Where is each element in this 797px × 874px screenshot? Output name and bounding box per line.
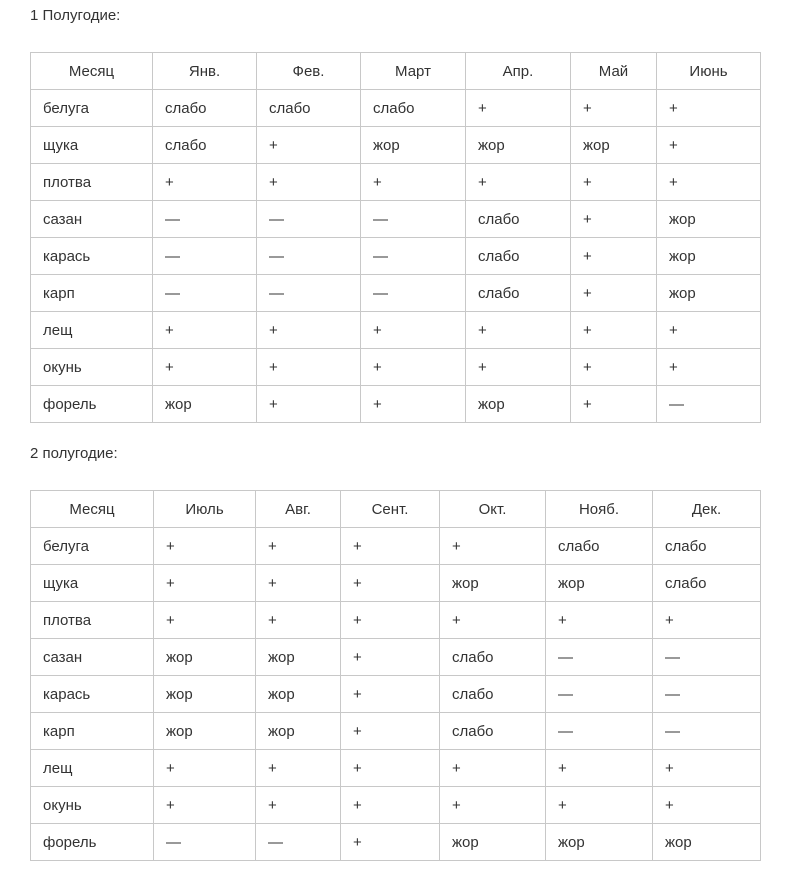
table-cell: жор (571, 127, 657, 164)
table-cell: слабо (653, 528, 761, 565)
table-cell: — (257, 275, 361, 312)
table-cell: жор (256, 713, 341, 750)
fish-name-cell: окунь (31, 349, 153, 386)
table-cell: + (361, 386, 466, 423)
column-header: Июнь (657, 53, 761, 90)
table-cell: + (361, 312, 466, 349)
table-cell: + (341, 676, 440, 713)
table-cell: + (546, 787, 653, 824)
table-cell: слабо (153, 127, 257, 164)
table-header-row (31, 53, 761, 90)
table-cell: + (657, 127, 761, 164)
table-cell: жор (153, 386, 257, 423)
column-header: Месяц (31, 491, 154, 528)
table-cell: + (256, 787, 341, 824)
table-cell: жор (657, 201, 761, 238)
column-header: Янв. (153, 53, 257, 90)
fish-name-cell: щука (31, 565, 154, 602)
table-cell: + (257, 164, 361, 201)
table-cell: + (341, 528, 440, 565)
table-cell: + (257, 349, 361, 386)
fish-name-cell: плотва (31, 164, 153, 201)
table-cell: + (466, 90, 571, 127)
table-cell: — (361, 201, 466, 238)
fish-name-cell: окунь (31, 787, 154, 824)
fish-name-cell: форель (31, 824, 154, 861)
table-row (31, 750, 761, 787)
half1-caption: 1 Полугодие: (30, 7, 121, 24)
table-cell: + (341, 824, 440, 861)
table-cell: + (256, 750, 341, 787)
table-cell: + (546, 602, 653, 639)
table-cell: + (361, 164, 466, 201)
table-cell: + (361, 349, 466, 386)
table-cell: жор (546, 824, 653, 861)
table-cell: — (257, 201, 361, 238)
table-row (31, 565, 761, 602)
table-cell: — (546, 713, 653, 750)
table-cell: жор (466, 386, 571, 423)
table-cell: жор (154, 676, 256, 713)
table-cell: + (341, 565, 440, 602)
column-header: Март (361, 53, 466, 90)
table-cell: + (154, 528, 256, 565)
table-row (31, 127, 761, 164)
table-row (31, 90, 761, 127)
table-cell: жор (466, 127, 571, 164)
fish-name-cell: карась (31, 676, 154, 713)
fish-name-cell: карась (31, 238, 153, 275)
table-cell: — (256, 824, 341, 861)
table-cell: — (361, 275, 466, 312)
table-cell: — (653, 676, 761, 713)
table-cell: слабо (440, 676, 546, 713)
table-cell: — (257, 238, 361, 275)
table-cell: + (153, 349, 257, 386)
fish-name-cell: карп (31, 275, 153, 312)
table-cell: слабо (440, 713, 546, 750)
table-cell: + (571, 386, 657, 423)
fish-name-cell: белуга (31, 90, 153, 127)
half2-table (30, 490, 761, 861)
fish-name-cell: сазан (31, 201, 153, 238)
table-cell: + (657, 164, 761, 201)
column-header: Июль (154, 491, 256, 528)
table-cell: жор (256, 676, 341, 713)
column-header: Нояб. (546, 491, 653, 528)
table-row (31, 201, 761, 238)
table-cell: + (154, 602, 256, 639)
table-row (31, 386, 761, 423)
table-row (31, 349, 761, 386)
table-row (31, 238, 761, 275)
table-cell: + (257, 312, 361, 349)
table-cell: + (657, 90, 761, 127)
table-cell: слабо (653, 565, 761, 602)
table-cell: жор (154, 713, 256, 750)
table-cell: жор (440, 565, 546, 602)
column-header: Месяц (31, 53, 153, 90)
table-cell: — (653, 713, 761, 750)
table-cell: слабо (361, 90, 466, 127)
column-header: Май (571, 53, 657, 90)
table-cell: + (256, 565, 341, 602)
table-cell: + (571, 275, 657, 312)
fish-name-cell: сазан (31, 639, 154, 676)
table-cell: + (440, 787, 546, 824)
table-cell: — (657, 386, 761, 423)
table-row (31, 312, 761, 349)
table-cell: + (466, 164, 571, 201)
table-row (31, 639, 761, 676)
table-cell: + (256, 602, 341, 639)
table-cell: + (571, 201, 657, 238)
table-cell: — (653, 639, 761, 676)
table-cell: слабо (153, 90, 257, 127)
half1-table (30, 52, 761, 423)
fish-name-cell: щука (31, 127, 153, 164)
table-cell: + (466, 312, 571, 349)
half2-caption: 2 полугодие: (30, 445, 118, 462)
table-cell: слабо (440, 639, 546, 676)
column-header: Окт. (440, 491, 546, 528)
table-cell: + (653, 602, 761, 639)
table-cell: жор (154, 639, 256, 676)
table-cell: — (154, 824, 256, 861)
fish-name-cell: форель (31, 386, 153, 423)
column-header: Авг. (256, 491, 341, 528)
table-row (31, 713, 761, 750)
table-cell: + (257, 386, 361, 423)
table-cell: + (571, 90, 657, 127)
table-cell: — (361, 238, 466, 275)
table-cell: жор (440, 824, 546, 861)
table-row (31, 164, 761, 201)
table-cell: жор (361, 127, 466, 164)
table-cell: + (571, 349, 657, 386)
table-row (31, 824, 761, 861)
table-header-row (31, 491, 761, 528)
table-cell: + (571, 238, 657, 275)
table-cell: + (153, 312, 257, 349)
fish-name-cell: плотва (31, 602, 154, 639)
table-cell: слабо (466, 238, 571, 275)
table-cell: + (257, 127, 361, 164)
column-header: Сент. (341, 491, 440, 528)
table-cell: + (341, 602, 440, 639)
table-cell: + (341, 750, 440, 787)
table-cell: + (653, 787, 761, 824)
fish-name-cell: лещ (31, 750, 154, 787)
table-row (31, 528, 761, 565)
table-cell: + (256, 528, 341, 565)
table-cell: — (153, 238, 257, 275)
column-header: Дек. (653, 491, 761, 528)
table-row (31, 602, 761, 639)
table-cell: жор (653, 824, 761, 861)
table-cell: — (546, 676, 653, 713)
table-cell: + (154, 750, 256, 787)
table-cell: + (440, 528, 546, 565)
table-cell: — (153, 275, 257, 312)
table-cell: + (154, 787, 256, 824)
table-cell: + (657, 312, 761, 349)
table-cell: слабо (466, 201, 571, 238)
table-cell: жор (657, 275, 761, 312)
table-row (31, 275, 761, 312)
table-cell: + (571, 164, 657, 201)
table-cell: слабо (546, 528, 653, 565)
table-cell: + (657, 349, 761, 386)
table-cell: слабо (466, 275, 571, 312)
table-cell: + (153, 164, 257, 201)
table-cell: жор (256, 639, 341, 676)
table-cell: + (653, 750, 761, 787)
table-cell: + (440, 750, 546, 787)
table-cell: слабо (257, 90, 361, 127)
table-cell: жор (546, 565, 653, 602)
table-cell: жор (657, 238, 761, 275)
table-cell: + (341, 713, 440, 750)
column-header: Фев. (257, 53, 361, 90)
table-cell: + (440, 602, 546, 639)
table-row (31, 676, 761, 713)
fish-name-cell: карп (31, 713, 154, 750)
column-header: Апр. (466, 53, 571, 90)
table-cell: — (153, 201, 257, 238)
table-cell: — (546, 639, 653, 676)
fish-name-cell: лещ (31, 312, 153, 349)
table-cell: + (341, 787, 440, 824)
table-cell: + (154, 565, 256, 602)
table-cell: + (466, 349, 571, 386)
table-cell: + (571, 312, 657, 349)
table-row (31, 787, 761, 824)
fish-name-cell: белуга (31, 528, 154, 565)
table-cell: + (341, 639, 440, 676)
table-cell: + (546, 750, 653, 787)
